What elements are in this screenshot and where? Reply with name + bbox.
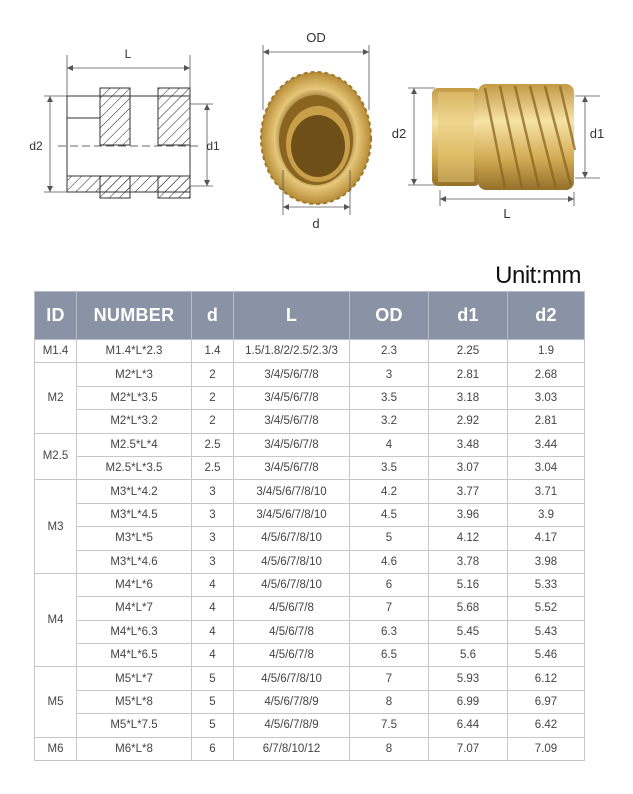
cell-d: 5 — [192, 667, 234, 690]
cell-d2: 2.68 — [508, 363, 585, 386]
cell-L: 4/5/6/7/8/9 — [234, 690, 350, 713]
cell-d2: 3.9 — [508, 503, 585, 526]
cell-d1: 2.81 — [429, 363, 508, 386]
cell-d: 4 — [192, 597, 234, 620]
table-row — [35, 503, 585, 526]
cell-L: 4/5/6/7/8 — [234, 644, 350, 667]
table-row — [35, 340, 585, 363]
cell-number: M4*L*7 — [77, 597, 192, 620]
cell-d2: 3.44 — [508, 433, 585, 456]
cell-L: 6/7/8/10/12 — [234, 737, 350, 760]
cell-d2: 4.17 — [508, 527, 585, 550]
cell-OD: 7.5 — [350, 714, 429, 737]
table-row — [35, 433, 585, 456]
table-row — [35, 456, 585, 479]
cell-OD: 6 — [350, 573, 429, 596]
header-OD: OD — [350, 292, 429, 340]
table-row — [35, 573, 585, 596]
cell-number: M1.4*L*2.3 — [77, 340, 192, 363]
cell-OD: 3.5 — [350, 386, 429, 409]
cell-d1: 5.93 — [429, 667, 508, 690]
cell-L: 4/5/6/7/8/10 — [234, 667, 350, 690]
cell-OD: 4.5 — [350, 503, 429, 526]
group-id-m6: M6 — [35, 737, 77, 760]
cell-d2: 7.09 — [508, 737, 585, 760]
cell-L: 3/4/5/6/7/8/10 — [234, 503, 350, 526]
header-d: d — [192, 292, 234, 340]
cell-d1: 3.18 — [429, 386, 508, 409]
cell-d: 3 — [192, 503, 234, 526]
cell-L: 3/4/5/6/7/8 — [234, 456, 350, 479]
label-OD: OD — [306, 30, 326, 45]
cell-d: 2 — [192, 363, 234, 386]
cell-OD: 3 — [350, 363, 429, 386]
table-row — [35, 714, 585, 737]
cell-d2: 6.12 — [508, 667, 585, 690]
cell-OD: 7 — [350, 667, 429, 690]
cell-d2: 3.03 — [508, 386, 585, 409]
cell-OD: 3.2 — [350, 410, 429, 433]
cell-d2: 5.43 — [508, 620, 585, 643]
cell-number: M5*L*7 — [77, 667, 192, 690]
label-d2-right: d2 — [391, 126, 407, 141]
cell-d1: 2.25 — [429, 340, 508, 363]
cell-L: 4/5/6/7/8/10 — [234, 527, 350, 550]
cell-d1: 3.78 — [429, 550, 508, 573]
cell-d: 3 — [192, 550, 234, 573]
cell-OD: 3.5 — [350, 456, 429, 479]
group-id-m5: M5 — [35, 667, 77, 737]
cell-OD: 8 — [350, 737, 429, 760]
cell-d: 2 — [192, 386, 234, 409]
cell-OD: 4.6 — [350, 550, 429, 573]
cell-d2: 6.42 — [508, 714, 585, 737]
cell-d: 4 — [192, 573, 234, 596]
cell-OD: 4 — [350, 433, 429, 456]
header-number: NUMBER — [77, 292, 192, 340]
table-row — [35, 527, 585, 550]
cell-d1: 3.96 — [429, 503, 508, 526]
unit-label: Unit:mm — [495, 262, 581, 289]
cell-d1: 5.6 — [429, 644, 508, 667]
cell-number: M4*L*6.5 — [77, 644, 192, 667]
table-row — [35, 620, 585, 643]
cell-d2: 3.98 — [508, 550, 585, 573]
cell-d1: 5.16 — [429, 573, 508, 596]
cell-OD: 5 — [350, 527, 429, 550]
cell-number: M4*L*6 — [77, 573, 192, 596]
table-row — [35, 667, 585, 690]
cell-d2: 2.81 — [508, 410, 585, 433]
cell-number: M3*L*5 — [77, 527, 192, 550]
header-d1: d1 — [429, 292, 508, 340]
cell-d: 5 — [192, 714, 234, 737]
cell-d1: 6.44 — [429, 714, 508, 737]
cell-L: 1.5/1.8/2/2.5/2.3/3 — [234, 340, 350, 363]
cell-d2: 3.71 — [508, 480, 585, 503]
cell-d2: 3.04 — [508, 456, 585, 479]
group-id-m1-4: M1.4 — [35, 340, 77, 363]
cell-d2: 5.46 — [508, 644, 585, 667]
cell-d: 6 — [192, 737, 234, 760]
cell-d2: 5.33 — [508, 573, 585, 596]
group-id-m2-5: M2.5 — [35, 433, 77, 480]
cell-number: M6*L*8 — [77, 737, 192, 760]
cell-d1: 5.45 — [429, 620, 508, 643]
group-id-m3: M3 — [35, 480, 77, 574]
cell-L: 3/4/5/6/7/8 — [234, 386, 350, 409]
cell-number: M2*L*3 — [77, 363, 192, 386]
cell-number: M2.5*L*4 — [77, 433, 192, 456]
cell-L: 4/5/6/7/8/9 — [234, 714, 350, 737]
cell-d: 2.5 — [192, 456, 234, 479]
cell-d2: 6.97 — [508, 690, 585, 713]
cell-OD: 8 — [350, 690, 429, 713]
cell-number: M5*L*7.5 — [77, 714, 192, 737]
cell-d1: 4.12 — [429, 527, 508, 550]
cell-d1: 7.07 — [429, 737, 508, 760]
header-id: ID — [35, 292, 77, 340]
cell-L: 4/5/6/7/8/10 — [234, 573, 350, 596]
cell-d: 2.5 — [192, 433, 234, 456]
cell-OD: 4.2 — [350, 480, 429, 503]
cell-d1: 2.92 — [429, 410, 508, 433]
cell-d1: 3.07 — [429, 456, 508, 479]
cell-d: 5 — [192, 690, 234, 713]
label-L-right: L — [503, 206, 511, 221]
cell-d1: 5.68 — [429, 597, 508, 620]
cell-d1: 3.77 — [429, 480, 508, 503]
cell-d: 4 — [192, 644, 234, 667]
label-L-left: L — [124, 47, 132, 61]
table-header-row — [35, 292, 585, 340]
cell-L: 4/5/6/7/8 — [234, 597, 350, 620]
cell-d: 4 — [192, 620, 234, 643]
cell-number: M3*L*4.6 — [77, 550, 192, 573]
cell-L: 3/4/5/6/7/8 — [234, 410, 350, 433]
cell-d: 1.4 — [192, 340, 234, 363]
cell-d1: 3.48 — [429, 433, 508, 456]
cell-OD: 2.3 — [350, 340, 429, 363]
header-L: L — [234, 292, 350, 340]
dimension-diagrams — [0, 0, 633, 250]
group-id-m2: M2 — [35, 363, 77, 433]
cell-OD: 6.5 — [350, 644, 429, 667]
cell-OD: 6.3 — [350, 620, 429, 643]
label-d1-right: d1 — [589, 126, 605, 141]
cell-L: 3/4/5/6/7/8/10 — [234, 480, 350, 503]
cell-number: M2*L*3.5 — [77, 386, 192, 409]
cell-number: M4*L*6.3 — [77, 620, 192, 643]
table-row — [35, 690, 585, 713]
cell-number: M3*L*4.2 — [77, 480, 192, 503]
table-row — [35, 363, 585, 386]
cell-L: 3/4/5/6/7/8 — [234, 433, 350, 456]
cell-OD: 7 — [350, 597, 429, 620]
cell-L: 4/5/6/7/8/10 — [234, 550, 350, 573]
section-drawing — [44, 55, 213, 198]
cell-d: 3 — [192, 480, 234, 503]
insert-front-view — [261, 45, 371, 215]
table-row — [35, 410, 585, 433]
cell-number: M2*L*3.2 — [77, 410, 192, 433]
label-d: d — [312, 216, 320, 231]
insert-side-view — [408, 84, 600, 206]
cell-d: 3 — [192, 527, 234, 550]
cell-d2: 1.9 — [508, 340, 585, 363]
table-row — [35, 550, 585, 573]
table-row — [35, 480, 585, 503]
cell-number: M2.5*L*3.5 — [77, 456, 192, 479]
table-row — [35, 737, 585, 760]
cell-L: 3/4/5/6/7/8 — [234, 363, 350, 386]
cell-d2: 5.52 — [508, 597, 585, 620]
spec-table — [34, 291, 585, 761]
table-row — [35, 644, 585, 667]
label-d1-left: d1 — [206, 139, 220, 153]
cell-L: 4/5/6/7/8 — [234, 620, 350, 643]
group-id-m4: M4 — [35, 573, 77, 667]
cell-d1: 6.99 — [429, 690, 508, 713]
cell-d: 2 — [192, 410, 234, 433]
table-row — [35, 597, 585, 620]
cell-number: M3*L*4.5 — [77, 503, 192, 526]
header-d2: d2 — [508, 292, 585, 340]
cell-number: M5*L*8 — [77, 690, 192, 713]
label-d2-left: d2 — [29, 139, 43, 153]
table-row — [35, 386, 585, 409]
